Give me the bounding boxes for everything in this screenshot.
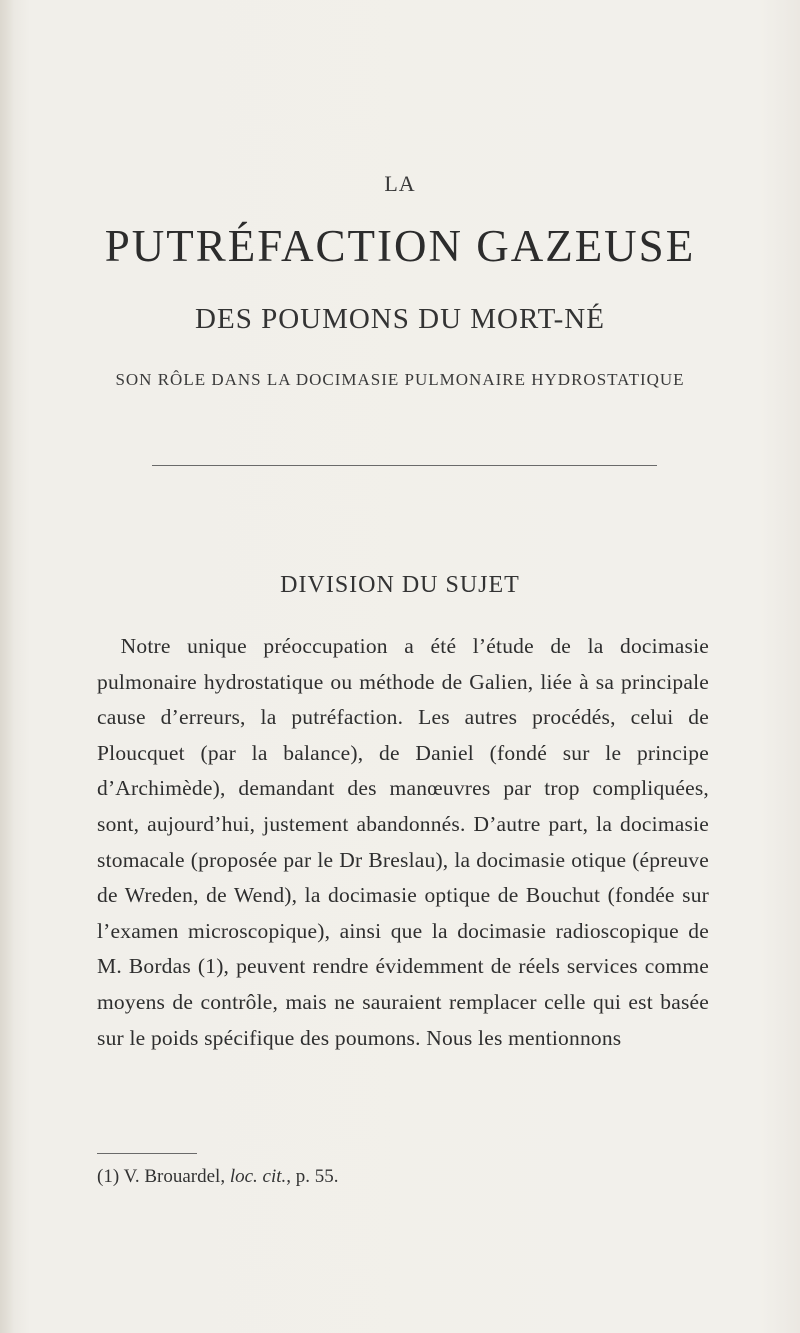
- footnote-author: V. Brouardel,: [123, 1166, 226, 1187]
- body-paragraph: Notre unique préoccupation a été l’étude de la docimasie pulmonaire hydrostatique ou méthode de Galien, liée à sa principale cause d’erreurs, la putréfaction. Les autres procédés, celui de Ploucquet (par la balance), de Daniel (fondé sur le principe d’Archimède), demandant des manœuvres par trop compliquées, sont, aujourd’hui, justement abandonnés. D’autre part, la docimasie stomacale (proposée par le Dr Breslau), la docimasie otique (épreuve de Wreden, de Wend), la docimasie optique de Bouchut (fondée sur l’examen microscopique), ainsi que la docimasie radioscopique de M. Bordas (1), peuvent rendre évidemment de réels services comme moyens de contrôle, mais ne sauraient remplacer celle qui est basée sur le poids spécifique des poumons. Nous les mentionnons: [97, 634, 709, 1050]
- title-kicker: LA: [384, 171, 416, 196]
- page-spine-shadow: [0, 0, 14, 1333]
- page-tagline: SON RÔLE DANS LA DOCIMASIE PULMONAIRE HYDROSTATIQUE: [115, 370, 685, 389]
- footnote-marker: (1): [97, 1166, 120, 1187]
- page-title: PUTRÉFACTION GAZEUSE: [104, 221, 696, 271]
- section-heading: DIVISION DU SUJET: [280, 572, 520, 598]
- title-divider: [152, 465, 657, 466]
- footnote: [97, 1166, 709, 1188]
- footnote-reference: loc. cit.: [229, 1166, 287, 1187]
- footnote-divider: [97, 1153, 197, 1154]
- page-subtitle: DES POUMONS DU MORT-NÉ: [195, 303, 605, 335]
- body-text: [97, 629, 709, 1056]
- footnote-page: , p. 55.: [286, 1166, 339, 1187]
